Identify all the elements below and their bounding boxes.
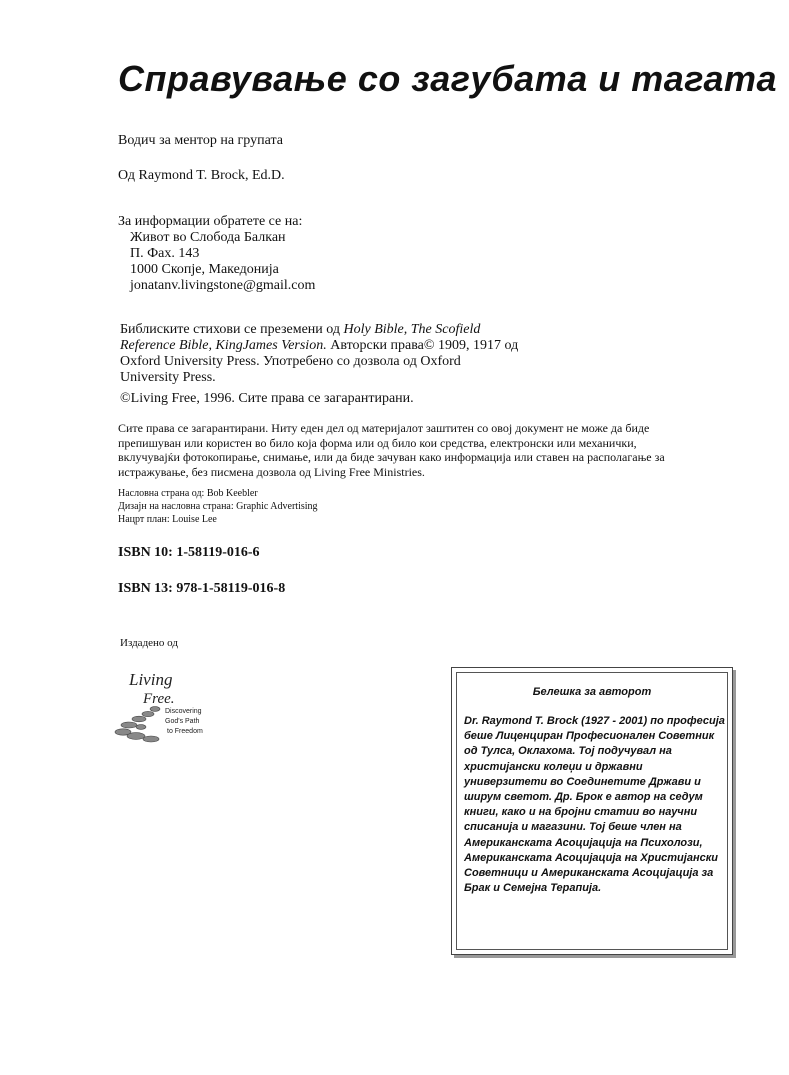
rights-notice: Сите права се загарантирани. Ниту еден дел од материјалот заштитен со овој документ не може да биде препишуван или користен во било која форма или од било кои средства, електронски или механички, вклучувајќи фотокопирање, снимање, или да биде зачуван како информација или ставен на располагање за истражување, без писмена дозвола од Living Free Ministries. (118, 421, 665, 479)
isbn-10: ISBN 10: 1-58119-016-6 (118, 545, 260, 560)
scripture-suffix: Авторски права© 1909, 1917 од Oxford University Press. Употребено со дозвола од Oxford University Press. (120, 338, 519, 385)
author-note-box (451, 667, 733, 955)
credits-block (118, 487, 318, 526)
logo-tagline-1: Discovering (165, 708, 202, 715)
contact-intro: За информации обратете се на: (118, 214, 303, 229)
contact-po-box: П. Фах. 143 (130, 246, 200, 261)
logo-word-1: Living (129, 670, 173, 689)
stepping-stones-icon (115, 707, 160, 742)
contact-email: jonatanv.livingstone@gmail.com (130, 278, 316, 293)
document-title: Справување со загубата и тагата (118, 58, 778, 99)
published-by-label: Издадено од (120, 637, 178, 649)
logo-tagline-3: to Freedom (167, 728, 203, 735)
scripture-source-title: Holy Bible, The Scofield Reference Bible, KingJames Version. (120, 322, 481, 353)
contact-block (118, 214, 315, 294)
isbn-13: ISBN 13: 978-1-58119-016-8 (118, 581, 286, 596)
scripture-notice (120, 322, 520, 386)
copyright-line: ©Living Free, 1996. Сите права се загарантирани. (120, 391, 414, 406)
living-free-logo (113, 663, 203, 745)
author-line: Од Raymond T. Brock, Ed.D. (118, 168, 285, 183)
author-note-heading: Белешка за авторот (532, 686, 652, 698)
contact-organization: Живот во Слобода Балкан (130, 230, 286, 245)
scripture-prefix: Библиските стихови се преземени од (120, 322, 344, 337)
document-subtitle: Водич за ментор на групата (118, 133, 283, 148)
contact-city: 1000 Скопје, Македонија (130, 262, 279, 277)
logo-tagline-2: God's Path (165, 718, 200, 725)
living-free-logo-graphic (113, 663, 203, 745)
logo-word-2: Free. (143, 691, 175, 707)
credit-cover: Насловна страна од: Bob Keebler (118, 488, 258, 499)
author-note-body: Dr. Raymond T. Brock (1927 - 2001) по професија беше Лиценциран Професионален Советник од Тулса, Оклахома. Тој подучувал на христијански колеџи и државни универзитети во Соединетите Држави и ширум светот. Др. Брок е автор на седум книги, како и на бројни статии во научни списанија и магазини. Тој беше член на Американската Асоцијација на Психолози, Американската Асоцијација на Христијански Советници и Американската Асоцијација за Брак и Семејна Терапија. (464, 715, 725, 895)
credit-cover-design: Дизајн на насловна страна: Graphic Advertising (118, 501, 318, 512)
credit-layout: Нацрт план: Louise Lee (118, 514, 217, 525)
